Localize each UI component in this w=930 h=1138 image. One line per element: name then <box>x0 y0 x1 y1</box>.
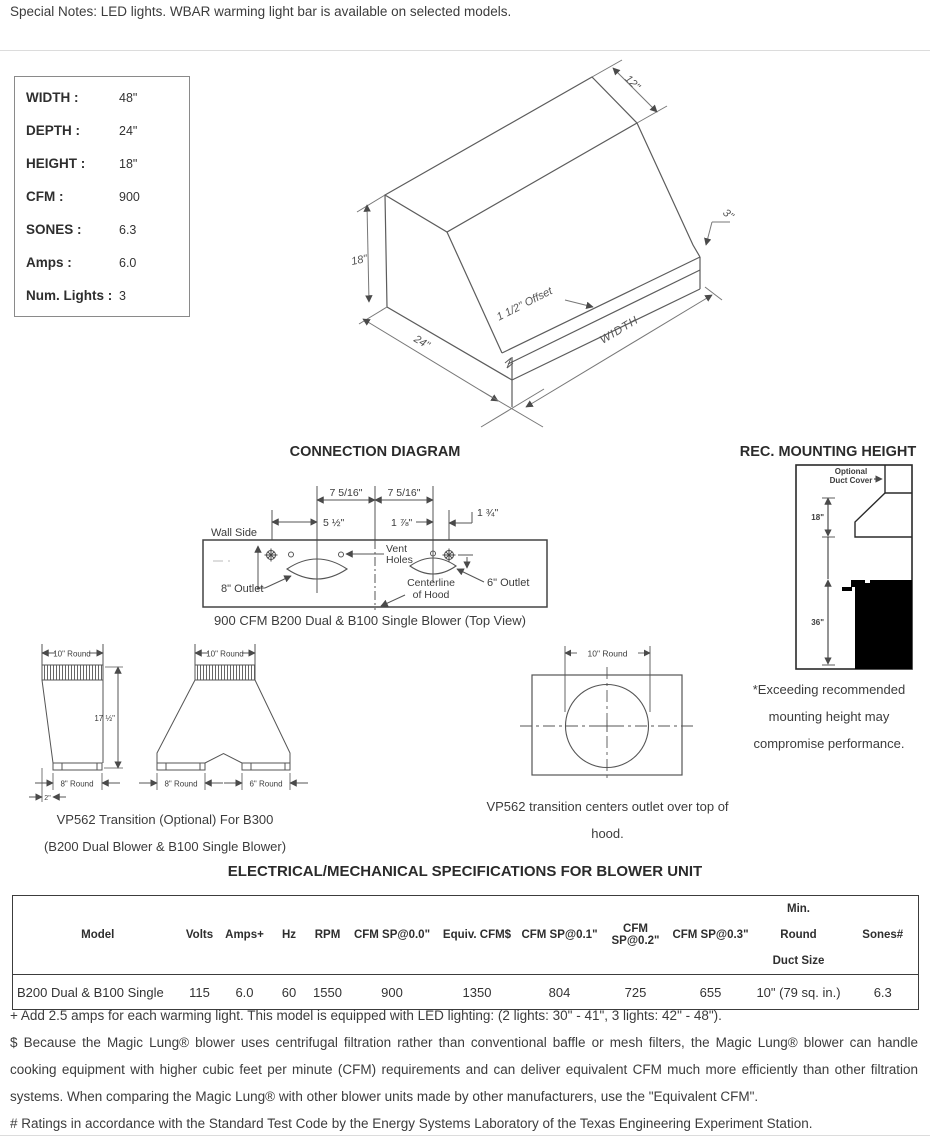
outlet-6-label: 6" Outlet <box>487 577 530 589</box>
mounting-note-line2: mounting height may <box>768 709 890 724</box>
mounting-note-line3: compromise performance. <box>753 736 905 751</box>
dim-5-half: 5 ½" <box>323 517 345 529</box>
col-rpm: RPM <box>314 929 341 941</box>
dim-1-7-8: 1 ⅞" <box>391 517 413 529</box>
cell-volts: 115 <box>183 975 217 1010</box>
spec-label: CFM : <box>26 188 64 204</box>
cell-cfm-02: 725 <box>600 975 672 1010</box>
col-sones: Sones# <box>862 929 904 941</box>
transition-left <box>29 644 123 802</box>
special-notes: Special Notes: LED lights. WBAR warming light bar is available on selected models. <box>10 4 512 19</box>
cell-cfm-03: 655 <box>672 975 750 1010</box>
vent-holes-label-2: Holes <box>386 554 413 566</box>
spec-row-cfm <box>15 186 189 208</box>
col-cfm-03: CFM SP@0.3" <box>672 929 749 941</box>
col-model: Model <box>81 929 115 941</box>
spec-value: 900 <box>119 189 140 204</box>
range-notch <box>865 580 870 583</box>
col-cfm-02: CFM SP@0.2" <box>611 923 660 947</box>
col-duct-size-text: Min. Round Duct Size <box>772 903 825 967</box>
footnote-dollar: $ Because the Magic Lung® blower uses centrifugal filtration rather than conventional baffle or mesh filters, the Magic Lung® blower can handle cooking equipment with higher cubic feet per minute (CFM) requirements and can deliver equivalent CFM much more efficiently than other filtration systems. When comparing the Magic Lung® with other blower units made by other manufacturers, use the "Equivalent CFM". <box>10 1035 918 1104</box>
connection-diagram-title: CONNECTION DIAGRAM <box>289 444 461 460</box>
vp562-transition-drawings <box>25 640 325 810</box>
hood-dim-12: 12" <box>622 72 643 93</box>
mounting-crosshair-left <box>265 549 278 562</box>
outlet-caption-line1: VP562 transition centers outlet over top of <box>486 799 729 814</box>
col-equiv-cfm: Equiv. CFM$ <box>442 929 512 941</box>
mounting-height-title: REC. MOUNTING HEIGHT <box>739 444 917 460</box>
cell-sones: 6.3 <box>848 975 919 1010</box>
dim-7-5-16-b: 7 5/16" <box>387 487 421 499</box>
hood-width-label: WIDTH <box>598 314 641 347</box>
col-cfm-01: CFM SP@0.1" <box>521 929 598 941</box>
mounting-note <box>740 676 918 757</box>
range-silhouette <box>842 580 912 669</box>
table-heading: ELECTRICAL/MECHANICAL SPECIFICATIONS FOR BLOWER UNIT <box>227 863 703 880</box>
cell-cfm-01: 804 <box>520 975 600 1010</box>
transition-caption <box>10 806 320 860</box>
vent-holes-label-1: Vent <box>386 543 408 555</box>
bottom-divider <box>0 1135 930 1136</box>
hood-dim-3: 3" <box>720 206 736 223</box>
cell-duct-size: 10" (79 sq. in.) <box>750 975 848 1010</box>
cell-hz: 60 <box>273 975 306 1010</box>
centerline-label-1: Centerline <box>407 577 455 589</box>
spec-label: Num. Lights : <box>26 287 113 303</box>
blower-spec-table <box>12 895 919 1010</box>
mounting-dim-18: 18" <box>811 513 824 522</box>
spec-label: HEIGHT : <box>26 155 86 171</box>
dim-17-half: 17 ½" <box>94 714 115 723</box>
cell-equiv-cfm: 1350 <box>435 975 520 1010</box>
spec-value: 18" <box>119 156 138 171</box>
connection-caption: 900 CFM B200 Dual & B100 Single Blower (Top View) <box>214 613 526 628</box>
spec-value: 48" <box>119 90 138 105</box>
spec-label: WIDTH : <box>26 89 79 105</box>
spec-row-depth <box>15 120 189 142</box>
dim-10-round: 10" Round <box>587 648 628 659</box>
cell-amps: 6.0 <box>217 975 273 1010</box>
footnote-plus: + Add 2.5 amps for each warming light. This model is equipped with LED lighting: (2 lights: 30" - 41", 3 lights: 42" - 48"). <box>10 1008 722 1023</box>
spec-value: 6.0 <box>119 255 137 270</box>
col-cfm-00: CFM SP@0.0" <box>353 929 431 941</box>
spec-row-width <box>15 87 189 109</box>
outlet-caption <box>475 793 740 847</box>
hood-offset-label: 1 1/2" Offset <box>494 285 555 324</box>
cell-cfm-00: 900 <box>350 975 435 1010</box>
col-amps: Amps+ <box>225 929 264 941</box>
top-divider <box>0 50 930 51</box>
cell-model: B200 Dual & B100 Single <box>13 975 183 1010</box>
hood-dimension-lines <box>357 60 730 427</box>
duct-cover-label-2: Duct Cover <box>829 476 873 485</box>
mounting-height-drawing <box>795 462 915 670</box>
outlet-8-label: 8" Outlet <box>221 583 264 595</box>
col-volts: Volts <box>185 929 214 941</box>
dim-10-round-right: 10" Round <box>206 649 244 659</box>
footnotes <box>10 1002 918 1137</box>
spec-label: DEPTH : <box>26 122 80 138</box>
dim-7-5-16-a: 7 5/16" <box>329 487 363 499</box>
spec-label: SONES : <box>26 221 82 237</box>
hood-isometric-drawing <box>330 55 760 440</box>
hood-dim-18: 18" <box>350 252 369 268</box>
spec-value: 3 <box>119 288 126 303</box>
dim-8-round-left: 8" Round <box>60 779 94 789</box>
dim-1-3-4: 1 ¾" <box>477 507 499 519</box>
dim-10-round-left: 10" Round <box>53 649 91 659</box>
hood-dim-24: 24" <box>411 333 432 352</box>
spec-row-amps <box>15 252 189 274</box>
spec-summary-box <box>14 76 190 317</box>
col-duct-size <box>750 896 848 975</box>
transition-caption-line1: VP562 Transition (Optional) For B300 <box>56 812 274 827</box>
col-hz: Hz <box>281 929 297 941</box>
outlet-caption-line2: hood. <box>591 826 624 841</box>
dim-6-round: 6" Round <box>249 779 283 789</box>
transition-caption-line2: (B200 Dual Blower & B100 Single Blower) <box>43 839 287 854</box>
outlet-position-drawing <box>515 640 700 780</box>
transition-right <box>139 644 308 790</box>
table-header-row <box>13 896 919 975</box>
spec-label: Amps : <box>26 254 72 270</box>
mounting-note-line1: *Exceeding recommended <box>752 682 906 697</box>
spec-row-height <box>15 153 189 175</box>
centerline-label-2: of Hood <box>412 589 450 601</box>
duct-cover-label-1: Optional <box>834 467 868 476</box>
spec-value: 24" <box>119 123 138 138</box>
wall-side-label: Wall Side <box>211 527 258 539</box>
dim-8-round-right: 8" Round <box>164 779 198 789</box>
cell-rpm: 1550 <box>306 975 350 1010</box>
spec-row-sones <box>15 219 189 241</box>
spec-value: 6.3 <box>119 222 137 237</box>
center-mark <box>601 720 613 732</box>
dim-2: 2" <box>44 795 51 802</box>
mounting-dim-36: 36" <box>811 618 824 627</box>
footnote-hash: # Ratings in accordance with the Standard Test Code by the Energy Systems Laboratory of the Texas Engineering Experiment Station. <box>10 1116 813 1131</box>
connection-diagram-drawing <box>195 462 615 627</box>
hood-outline <box>385 77 700 407</box>
spec-row-lights <box>15 285 189 307</box>
